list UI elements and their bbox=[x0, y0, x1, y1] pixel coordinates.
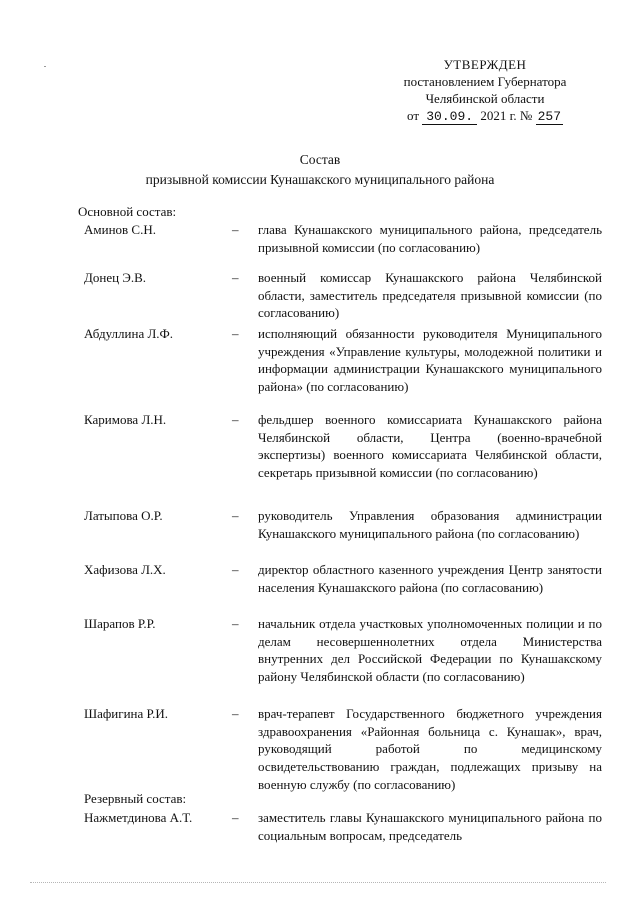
approval-year-text: 2021 г. № bbox=[480, 108, 533, 123]
approval-line-2: Челябинской области bbox=[425, 91, 545, 106]
member-dash: – bbox=[232, 616, 239, 631]
member-role: военный комиссар Кунашакского района Челябинской области, заместитель председателя призывной комиссии (по согласованию) bbox=[258, 270, 602, 321]
member-role: директор областного казенного учреждения Центр занятости населения Кунашакского района (по согласованию) bbox=[258, 562, 602, 595]
member-role: фельдшер военного комиссариата Кунашакского района Челябинской области, Центра (военно-врачебной экспертизы) военного комиссариата Челябинской области, секретарь призывной комиссии (по согласованию) bbox=[258, 412, 602, 481]
member-name: Каримова Л.Н. bbox=[84, 412, 167, 427]
member-role: начальник отдела участковых уполномоченных полиции и по делам несовершеннолетних отдела Министерства внутренних дел Российской Федерации по Кунашакскому району Челябинской области (по согласованию) bbox=[258, 616, 602, 685]
member-row bbox=[84, 269, 602, 325]
page-bottom-rule bbox=[30, 882, 606, 883]
member-name: Шафигина Р.И. bbox=[84, 706, 169, 721]
document-title bbox=[0, 150, 640, 190]
approval-prefix: от bbox=[406, 108, 419, 123]
member-row bbox=[84, 809, 602, 844]
member-role: исполняющий обязанности руководителя Муниципального учреждения «Управление культуры, молодежной политики и информации администрации Кунашакского муниципального района» (по согласованию) bbox=[258, 326, 602, 395]
member-row bbox=[84, 411, 602, 507]
member-row bbox=[84, 507, 602, 561]
member-row bbox=[84, 561, 602, 615]
title-line-2: призывной комиссии Кунашакского муниципального района bbox=[145, 172, 495, 187]
member-row bbox=[84, 615, 602, 705]
member-role: заместитель главы Кунашакского муниципального района по социальным вопросам, председатель bbox=[258, 810, 602, 843]
approval-line-1: постановлением Губернатора bbox=[403, 74, 567, 89]
scan-mark bbox=[44, 66, 46, 67]
main-composition-label: Основной состав: bbox=[78, 204, 177, 219]
member-dash: – bbox=[232, 412, 239, 427]
member-dash: – bbox=[232, 810, 239, 825]
approval-date: 30.09. bbox=[422, 110, 477, 125]
approval-heading: УТВЕРЖДЕН bbox=[443, 57, 527, 72]
member-name: Аминов С.Н. bbox=[84, 222, 156, 237]
title-line-1: Состав bbox=[299, 152, 341, 167]
member-name: Латыпова О.Р. bbox=[84, 508, 163, 523]
member-role: глава Кунашакского муниципального района, председатель призывной комиссии (по согласованию) bbox=[258, 222, 602, 255]
member-name: Нажметдинова А.Т. bbox=[84, 810, 193, 825]
approval-date-line bbox=[370, 107, 600, 125]
member-dash: – bbox=[232, 562, 239, 577]
member-dash: – bbox=[232, 508, 239, 523]
approval-number: 257 bbox=[537, 109, 561, 124]
member-row bbox=[84, 325, 602, 411]
member-role: врач-терапевт Государственного бюджетного учреждения здравоохранения «Районная больница с. Кунашак», врач, руководящий работой по медицинскому освидетельствованию граждан, подлежащих призыву на военную службу (по согласованию) bbox=[258, 706, 602, 792]
member-row bbox=[84, 221, 602, 269]
member-dash: – bbox=[232, 270, 239, 285]
reserve-composition-label: Резервный состав: bbox=[84, 791, 187, 806]
member-name: Абдуллина Л.Ф. bbox=[84, 326, 174, 341]
member-dash: – bbox=[232, 222, 239, 237]
member-name: Донец Э.В. bbox=[84, 270, 147, 285]
member-dash: – bbox=[232, 326, 239, 341]
main-members-list bbox=[84, 221, 602, 809]
reserve-members-list bbox=[84, 809, 602, 844]
member-name: Шарапов Р.Р. bbox=[84, 616, 156, 631]
member-dash: – bbox=[232, 706, 239, 721]
approval-stamp bbox=[370, 56, 600, 125]
member-name: Хафизова Л.Х. bbox=[84, 562, 166, 577]
member-role: руководитель Управления образования администрации Кунашакского муниципального района (по согласованию) bbox=[258, 508, 602, 541]
